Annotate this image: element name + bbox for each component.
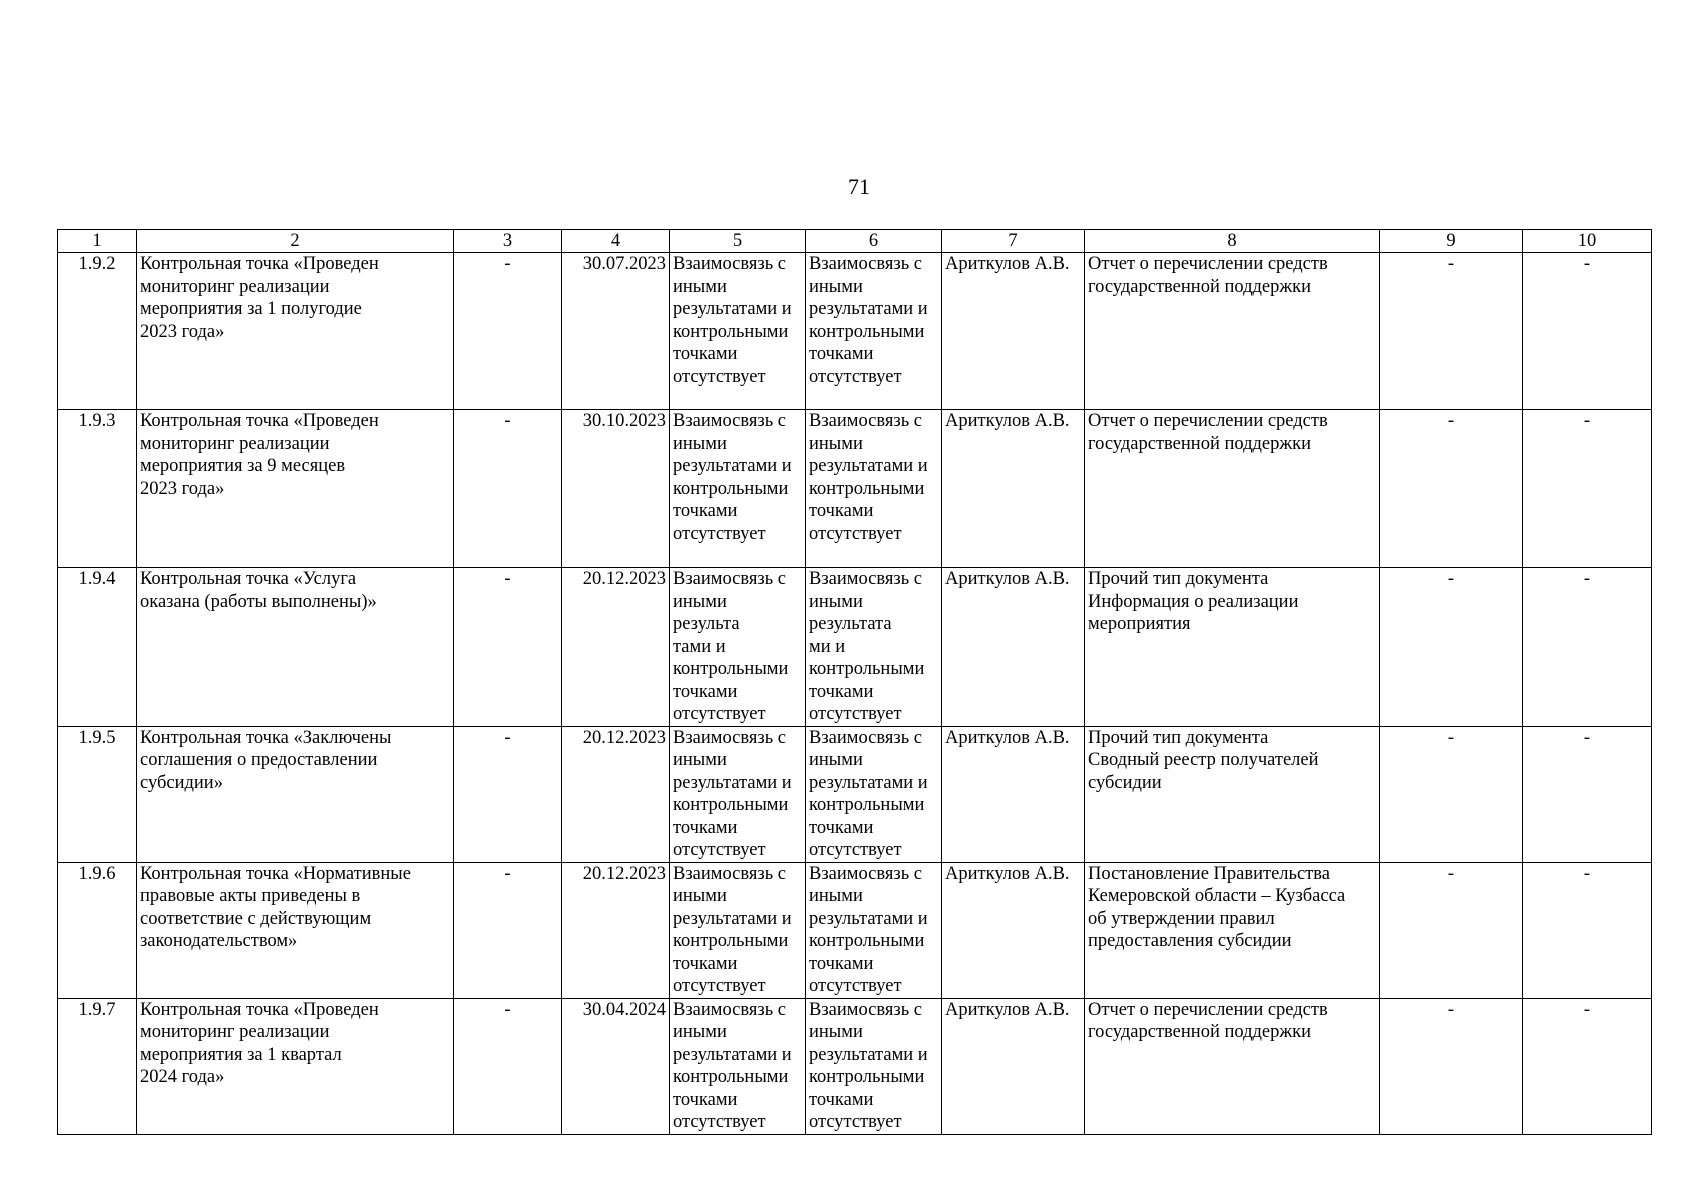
column-9-cell: - (1380, 998, 1523, 1134)
executor-cell: Ариткулов А.В. (942, 253, 1085, 410)
row-number-cell: 1.9.6 (58, 862, 137, 998)
control-point-name-cell: Контрольная точка «Услуга оказана (работы выполнены)» (137, 568, 454, 727)
document-type-cell: Отчет о перечислении средств государственной поддержки (1085, 253, 1380, 410)
column-header: 2 (137, 230, 454, 253)
column-9-cell: - (1380, 726, 1523, 862)
table-row (58, 253, 1652, 410)
relation-cell-2: Взаимосвязь с иными результата ми и контрольными точками отсутствует (806, 568, 942, 727)
row-number-cell: 1.9.5 (58, 726, 137, 862)
document-type-cell: Постановление Правительства Кемеровской области – Кузбасса об утверждении правил предоставления субсидии (1085, 862, 1380, 998)
document-type-cell: Прочий тип документа Информация о реализации мероприятия (1085, 568, 1380, 727)
relation-cell-1: Взаимосвязь с иными результатами и контрольными точками отсутствует (670, 862, 806, 998)
column-3-cell: - (454, 568, 562, 727)
table-row (58, 998, 1652, 1134)
executor-cell: Ариткулов А.В. (942, 726, 1085, 862)
column-header: 1 (58, 230, 137, 253)
relation-cell-2: Взаимосвязь с иными результатами и контрольными точками отсутствует (806, 410, 942, 568)
relation-cell-1: Взаимосвязь с иными результатами и контрольными точками отсутствует (670, 726, 806, 862)
column-header: 10 (1523, 230, 1652, 253)
column-3-cell: - (454, 410, 562, 568)
executor-cell: Ариткулов А.В. (942, 862, 1085, 998)
relation-cell-2: Взаимосвязь с иными результатами и контрольными точками отсутствует (806, 998, 942, 1134)
column-3-cell: - (454, 862, 562, 998)
column-9-cell: - (1380, 253, 1523, 410)
column-9-cell: - (1380, 410, 1523, 568)
column-10-cell: - (1523, 568, 1652, 727)
relation-cell-1: Взаимосвязь с иными результатами и контрольными точками отсутствует (670, 410, 806, 568)
column-3-cell: - (454, 253, 562, 410)
control-point-name-cell: Контрольная точка «Проведен мониторинг реализации мероприятия за 9 месяцев 2023 года» (137, 410, 454, 568)
header-row (58, 230, 1652, 253)
deadline-date-cell: 30.04.2024 (562, 998, 670, 1134)
row-number-cell: 1.9.2 (58, 253, 137, 410)
column-header: 7 (942, 230, 1085, 253)
table-row (58, 726, 1652, 862)
executor-cell: Ариткулов А.В. (942, 998, 1085, 1134)
relation-cell-1: Взаимосвязь с иными результатами и контрольными точками отсутствует (670, 253, 806, 410)
column-header: 8 (1085, 230, 1380, 253)
table-row (58, 862, 1652, 998)
deadline-date-cell: 20.12.2023 (562, 862, 670, 998)
relation-cell-2: Взаимосвязь с иными результатами и контрольными точками отсутствует (806, 253, 942, 410)
control-point-name-cell: Контрольная точка «Проведен мониторинг реализации мероприятия за 1 полугодие 2023 года» (137, 253, 454, 410)
column-10-cell: - (1523, 998, 1652, 1134)
control-point-name-cell: Контрольная точка «Нормативные правовые акты приведены в соответствие с действующим законодательством» (137, 862, 454, 998)
column-3-cell: - (454, 998, 562, 1134)
row-number-cell: 1.9.3 (58, 410, 137, 568)
control-point-name-cell: Контрольная точка «Проведен мониторинг реализации мероприятия за 1 квартал 2024 года» (137, 998, 454, 1134)
deadline-date-cell: 20.12.2023 (562, 726, 670, 862)
executor-cell: Ариткулов А.В. (942, 410, 1085, 568)
column-header: 6 (806, 230, 942, 253)
relation-cell-2: Взаимосвязь с иными результатами и контрольными точками отсутствует (806, 862, 942, 998)
document-type-cell: Прочий тип документа Сводный реестр получателей субсидии (1085, 726, 1380, 862)
column-9-cell: - (1380, 862, 1523, 998)
row-number-cell: 1.9.7 (58, 998, 137, 1134)
document-type-cell: Отчет о перечислении средств государственной поддержки (1085, 998, 1380, 1134)
column-header: 5 (670, 230, 806, 253)
control-point-name-cell: Контрольная точка «Заключены соглашения о предоставлении субсидии» (137, 726, 454, 862)
column-header: 3 (454, 230, 562, 253)
column-10-cell: - (1523, 410, 1652, 568)
deadline-date-cell: 30.10.2023 (562, 410, 670, 568)
relation-cell-1: Взаимосвязь с иными результатами и контрольными точками отсутствует (670, 998, 806, 1134)
table-row (58, 410, 1652, 568)
column-10-cell: - (1523, 253, 1652, 410)
column-header: 9 (1380, 230, 1523, 253)
relation-cell-1: Взаимосвязь с иными результа тами и контрольными точками отсутствует (670, 568, 806, 727)
column-3-cell: - (454, 726, 562, 862)
column-10-cell: - (1523, 862, 1652, 998)
column-9-cell: - (1380, 568, 1523, 727)
column-header: 4 (562, 230, 670, 253)
row-number-cell: 1.9.4 (58, 568, 137, 727)
executor-cell: Ариткулов А.В. (942, 568, 1085, 727)
deadline-date-cell: 30.07.2023 (562, 253, 670, 410)
table-row (58, 568, 1652, 727)
relation-cell-2: Взаимосвязь с иными результатами и контрольными точками отсутствует (806, 726, 942, 862)
column-10-cell: - (1523, 726, 1652, 862)
document-type-cell: Отчет о перечислении средств государственной поддержки (1085, 410, 1380, 568)
page-number: 71 (848, 174, 870, 199)
deadline-date-cell: 20.12.2023 (562, 568, 670, 727)
control-points-table (57, 229, 1652, 1135)
